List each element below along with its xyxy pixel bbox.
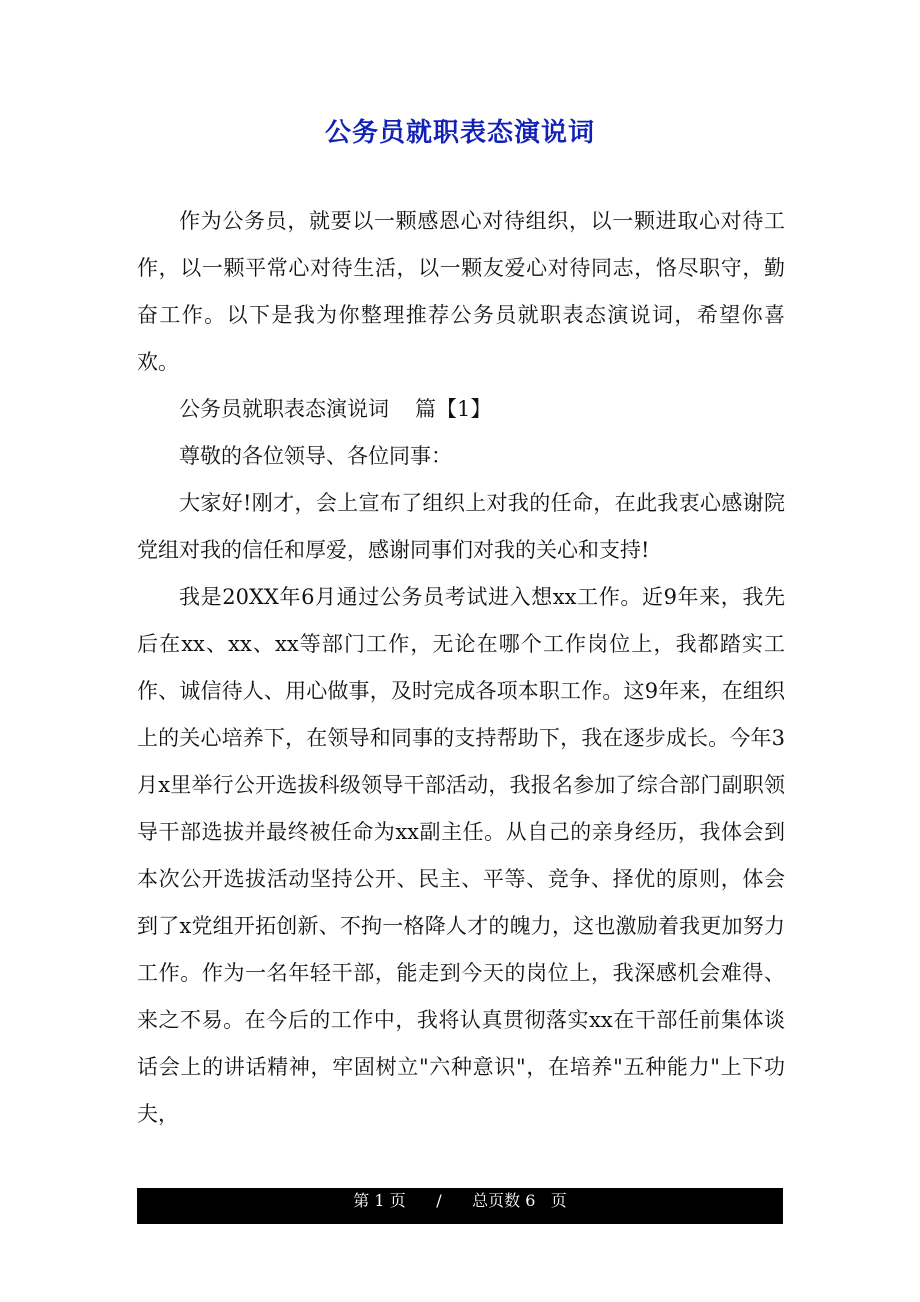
paragraph-body: 我是20XX年6月通过公务员考试进入想xx工作。近9年来，我先后在xx、xx、xx等部门工作，无论在哪个工作岗位上，我都踏实工作、诚信待人、用心做事，及时完成各项本职工作。这9年来，在组织上的关心培养下，在领导和同事的支持帮助下，我在逐步成长。今年3月x里举行公开选拔科级领导干部活动，我报名参加了综合部门副职领导干部选拔并最终被任命为xx副主任。从自己的亲身经历，我体会到本次公开选拔活动坚持公开、民主、平等、竞争、择优的原则，体会到了x党组开拓创新、不拘一格降人才的魄力，这也激励着我更加努力工作。作为一名年轻干部，能走到今天的岗位上，我深感机会难得、来之不易。在今后的工作中，我将认真贯彻落实xx在干部任前集体谈话会上的讲话精神，牢固树立"六种意识"，在培养"五种能力"上下功夫，	[137, 585, 785, 1126]
document-title: 公务员就职表态演说词	[324, 118, 595, 148]
paragraph-intro: 作为公务员，就要以一颗感恩心对待组织，以一颗进取心对待工作，以一颗平常心对待生活，以一颗友爱心对待同志，恪尽职守，勤奋工作。以下是我为你整理推荐公务员就职表态演说词，希望你喜欢。	[137, 209, 785, 374]
footer-current-page: 1	[374, 1191, 385, 1210]
page-footer	[137, 1188, 783, 1224]
paragraph-salutation: 尊敬的各位领导、各位同事：	[179, 444, 452, 468]
footer-total-pages: 6	[525, 1191, 536, 1210]
section-heading-part: 篇【1】	[415, 397, 492, 421]
section-heading	[137, 386, 785, 433]
footer-total-suffix: 页	[550, 1191, 567, 1210]
footer-page-prefix: 第	[353, 1191, 370, 1210]
footer-total-label: 总页数	[472, 1191, 521, 1210]
paragraph-greeting: 大家好!刚才，会上宣布了组织上对我的任命，在此我衷心感谢院党组对我的信任和厚爱，感谢同事们对我的关心和支持!	[137, 491, 785, 562]
footer-separator: /	[436, 1191, 442, 1210]
footer-page-suffix: 页	[389, 1191, 406, 1210]
section-heading-title: 公务员就职表态演说词	[179, 397, 389, 421]
document-body	[137, 198, 785, 1138]
